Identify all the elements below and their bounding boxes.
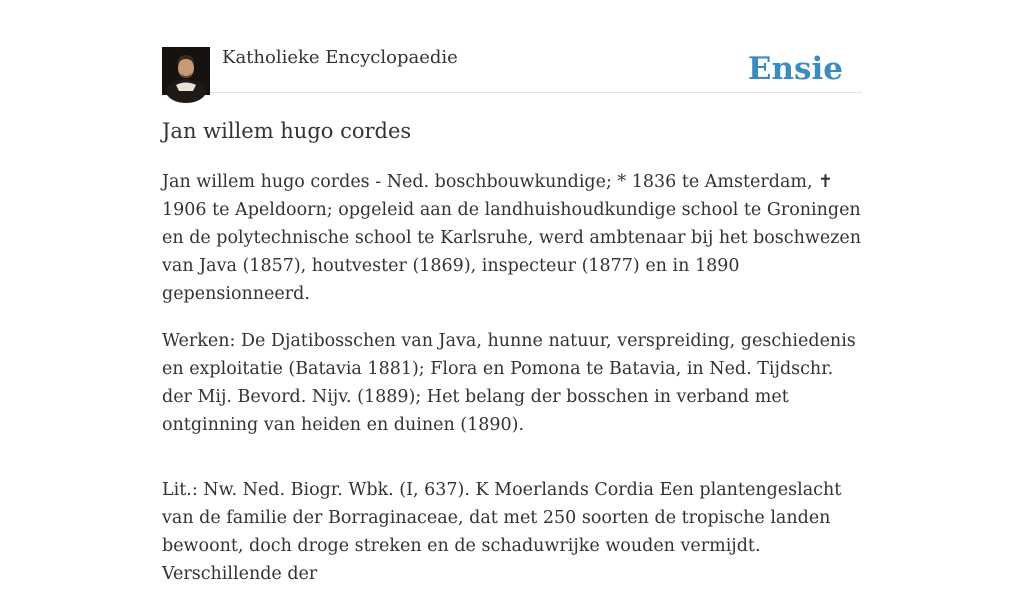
entry-title: Jan willem hugo cordes (162, 119, 412, 143)
site-header (162, 0, 862, 93)
entry-paragraph: Werken: De Djatibosschen van Java, hunne natuur, verspreiding, geschiedenis en exploitatie (Batavia 1881); Flora en Pomona te Batavia, in Ned. Tijdschr. der Mij. Bevord. Nijv. (1889); Het belang der bosschen in verband met ontginning van heiden en duinen (1890). (162, 331, 856, 435)
entry-paragraph: Jan willem hugo cordes - Ned. boschbouwkundige; * 1836 te Amsterdam, ✝ 1906 te Apeldoorn; opgeleid aan de landhuishoudkundige school te Groningen en de polytechnische school te Karlsruhe, werd ambtenaar bij het boschwezen van Java (1857), houtvester (1869), inspecteur (1877) en in 1890 gepensionneerd. (162, 172, 862, 304)
entry-body (162, 168, 862, 607)
source-title[interactable]: Katholieke Encyclopaedie (222, 47, 458, 68)
page (162, 0, 862, 584)
entry-paragraph: Lit.: Nw. Ned. Biogr. Wbk. (I, 637). K Moerlands Cordia Een plantengeslacht van de familie der Borraginaceae, dat met 250 soorten de tropische landen bewoont, doch droge streken en de schaduwrijke wouden vermijdt. Verschillende der (162, 480, 842, 584)
portrait-avatar-graphic (162, 47, 210, 95)
portrait-avatar-icon[interactable] (162, 47, 210, 95)
ensie-logo[interactable]: Ensie (747, 51, 843, 87)
